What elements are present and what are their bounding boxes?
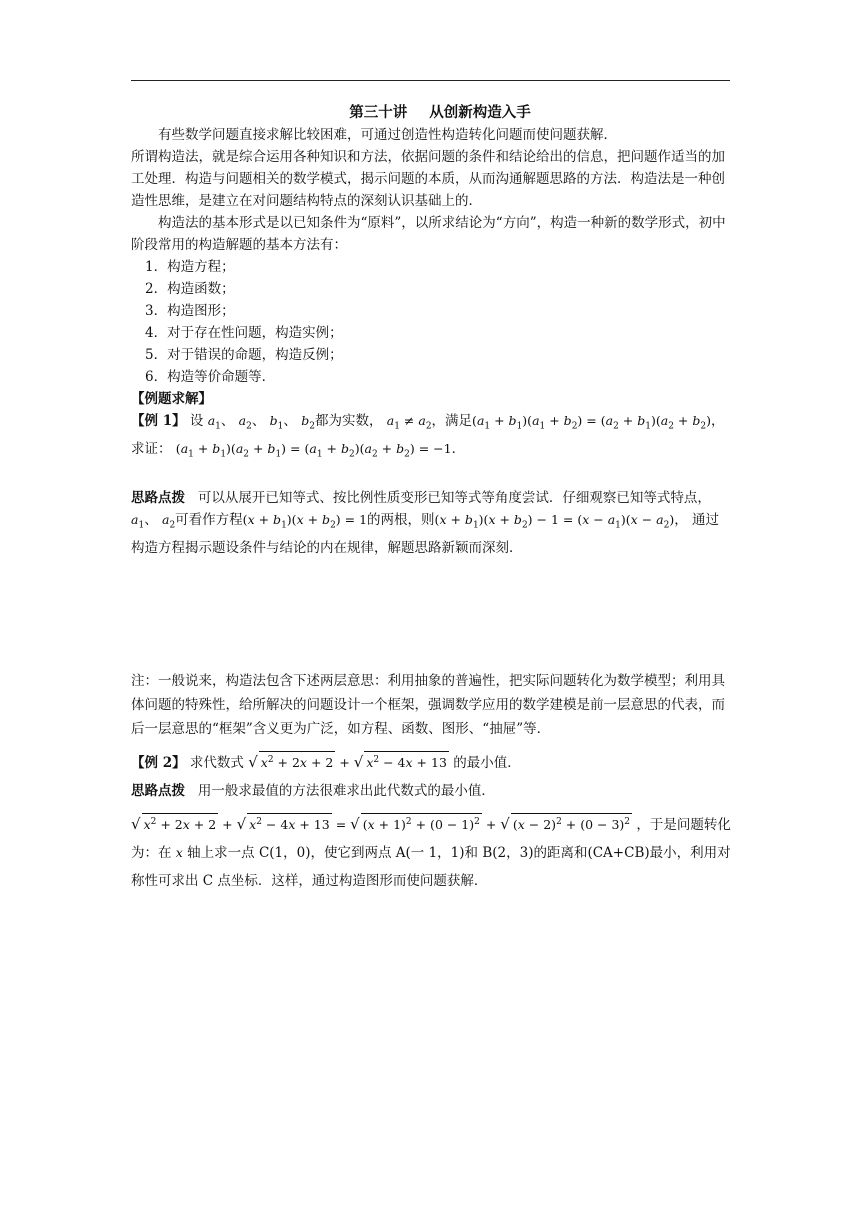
formula: $(x + b_1)(x + b_2) - 1 = (x - a_1)(x - a_2)$ [434, 512, 675, 531]
section-heading: 【例题求解】 [131, 391, 212, 407]
method-item: 1．构造方程； [145, 259, 235, 275]
example-2-hint [131, 780, 731, 802]
header-rule [131, 80, 730, 81]
title-main: 第三十讲 [349, 104, 408, 121]
example-2-text: 求代数式 [189, 754, 244, 771]
example-1-prove: 求证： $(a_1 + b_1)(a_2 + b_1) = (a_1 + b_2)(a_2 + b_2) = -1$． [131, 440, 466, 459]
blank-space [131, 559, 731, 669]
hint-text: 通过构造方程揭示题设条件与结论的内在规律，解题思路新颖而深刻． [131, 512, 720, 556]
formula: $b_2$ [301, 413, 315, 432]
prove-label: 求证： [131, 440, 172, 457]
separator: 、 [220, 413, 235, 429]
example-1-text: ，满足 [431, 413, 473, 429]
formula: $b_1$ [269, 413, 284, 432]
note-paragraph: 注：一般说来，构造法包含下述两层意思：利用抽象的普遍性，把实际问题转化为数学模型；利用具体问题的特殊性，给所解决的问题设计一个框架，强调数学应用的数学建模是前一层意思的代表，而后一层意思的“框架”含义更为广泛，如方程、函数、图形、“抽屉”等． [131, 672, 725, 737]
example-1-text: 都为实数， [314, 413, 383, 429]
example-2-solution [131, 810, 731, 895]
formula: $a_1 \ne a_2$ [386, 413, 432, 432]
hint-label: 思路点拨 [131, 490, 185, 506]
separator: 、 [283, 413, 297, 429]
method-list [131, 256, 731, 388]
method-item: 2．构造函数； [145, 281, 235, 297]
separator: 、 [251, 413, 266, 429]
document-body [131, 102, 731, 895]
example-1-hint: 思路点拨 可以从展开已知等式、按比例性质变形已知等式等角度尝试．仔细观察已知等式特点， $a_1$、 $a_2$可看作方程$(x + b_1)(x + b_2) = 1$的两根，则$(x + b_1)(x + b_2) - 1 = (x - a_1)(x - a_2)$， 通过构造方程揭示题设条件与结论的内在规律，解题思路新颖而深刻． [131, 490, 720, 556]
method-item: 4．对于存在性问题，构造实例； [145, 325, 343, 341]
hint-text: 用一般求最值的方法很难求出此代数式的最小值． [197, 782, 495, 799]
formula: $(x + b_1)(x + b_2) = 1$ [242, 512, 368, 531]
intro-paragraph-2: 所谓构造法，就是综合运用各种知识和方法，依据问题的条件和结论给出的信息，把问题作适当的加工处理．构造与问题相关的数学模式，揭示问题的本质，从而沟通解题思路的方法．构造法是一种创造性思维，是建立在对问题结构特点的深刻认识基础上的． [131, 149, 725, 209]
hint-text: 的两根，则 [367, 512, 435, 528]
lecture-title [149, 102, 731, 124]
formula: √ $x^2 + 2x + 2$ + √ $x^2 - 4x + 13$ [248, 755, 449, 770]
intro-paragraph-1: 有些数学问题直接求解比较困难，可通过创造性构造转化问题而使问题获解． [158, 127, 617, 143]
solution-text: ，于是问题转化为：在 [131, 816, 731, 861]
example-1-text: 设 [189, 413, 204, 429]
title-sub: 从创新构造入手 [429, 104, 531, 121]
method-item: 5．对于错误的命题，构造反例； [145, 347, 343, 363]
example-2-label: 【例 2】 [131, 754, 186, 771]
example-2-text: 的最小值． [453, 754, 521, 771]
formula: $a_1$ [207, 413, 221, 432]
separator: 、 [144, 512, 158, 528]
formula: √ $x^2 + 2x + 2$ + √ $x^2 - 4x + 13$ = √ $(x + 1)^2 + (0 - 1)^2$ + √ $(x - 2)^2 + (0 - 3)^2$ [131, 817, 632, 832]
example-1: 【例 1】 设 $a_1$、 $a_2$、 $b_1$、 $b_2$都为实数， $a_1 \ne a_2$，满足$(a_1 + b_1)(a_1 + b_2) = (a_2 + b_1)(a_2 + b_2)$， [131, 413, 725, 432]
hint-text: 可看作方程 [175, 512, 243, 528]
formula: $(a_1 + b_1)(a_1 + b_2) = (a_2 + b_1)(a_2 + b_2)$ [472, 413, 711, 432]
hint-text: 可以从展开已知等式、按比例性质变形已知等式等角度尝试．仔细观察已知等式特点， [197, 490, 711, 506]
intro-paragraph-3: 构造法的基本形式是以已知条件为“原料”，以所求结论为“方向”，构造一种新的数学形式，初中阶段常用的构造解题的基本方法有： [131, 215, 726, 253]
formula: $a_1$ [131, 512, 145, 531]
method-item: 6．构造等价命题等． [145, 369, 276, 385]
formula: $a_2$ [161, 512, 176, 531]
hint-label: 思路点拨 [131, 782, 185, 799]
solution-text: 轴上求一点 C(1，0)，使它到两点 A(一 1，1)和 B(2，3)的距离和(CA+CB)最小，利用对称性可求出 C 点坐标．这样，通过构造图形而使问题获解． [131, 844, 731, 889]
formula: x [175, 844, 183, 860]
formula: $(a_1 + b_1)(a_2 + b_1) = (a_1 + b_2)(a_2 + b_2) = -1$ [175, 440, 452, 459]
example-1-label: 【例 1】 [131, 413, 186, 429]
example-2 [131, 751, 731, 774]
method-item: 3．构造图形； [145, 303, 235, 319]
formula: $a_2$ [238, 413, 252, 432]
